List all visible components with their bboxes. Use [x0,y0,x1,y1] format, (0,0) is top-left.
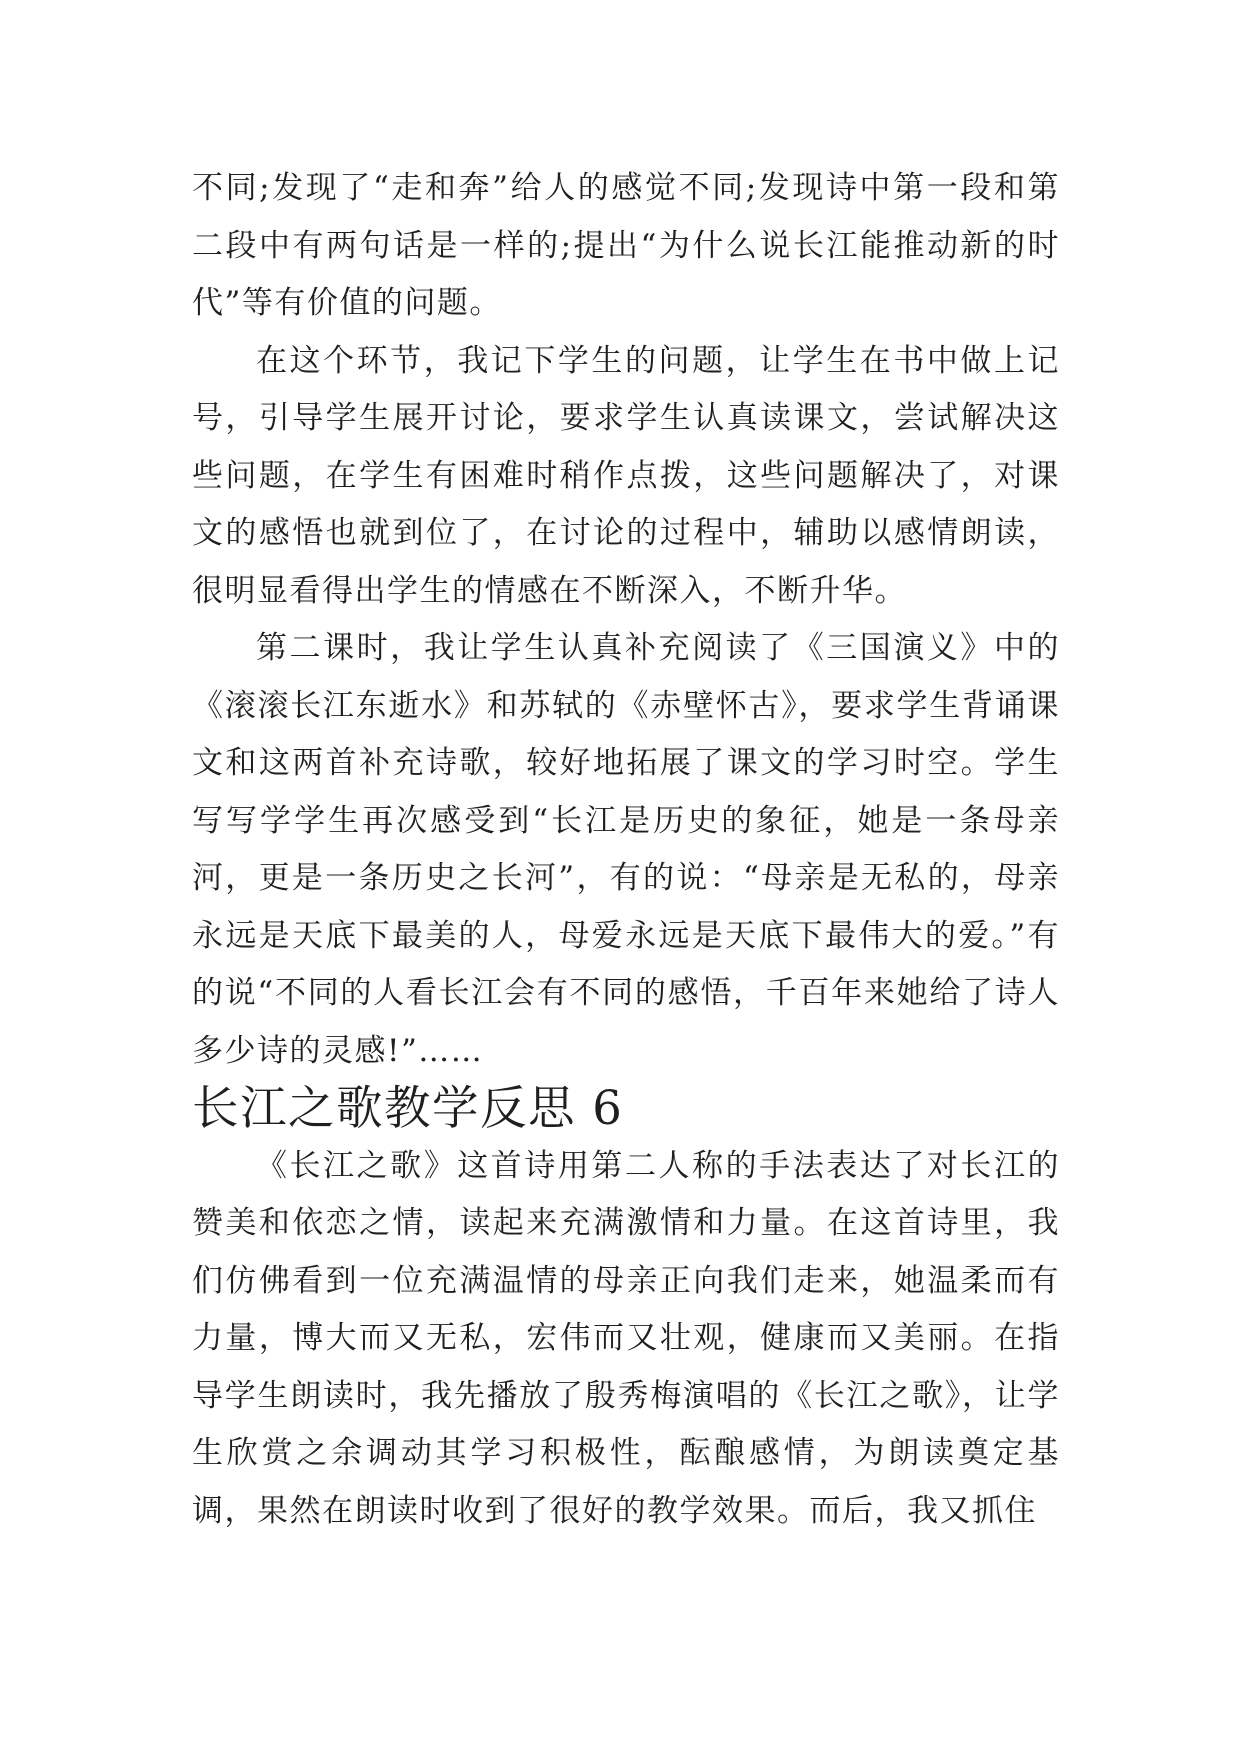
document-body [192,160,1060,1540]
paragraph-2: 在这个环节，我记下学生的问题，让学生在书中做上记号，引导学生展开讨论，要求学生认真读课文，尝试解决这些问题，在学生有困难时稍作点拨，这些问题解决了，对课文的感悟也就到位了，在讨论的过程中，辅助以感情朗读，很明显看得出学生的情感在不断深入，不断升华。 [192,342,1060,609]
section-heading: 长江之歌教学反思 6 [192,1081,624,1135]
paragraph-1: 不同;发现了“走和奔”给人的感觉不同;发现诗中第一段和第二段中有两句话是一样的;提出“为什么说长江能推动新的时代”等有价值的问题。 [192,170,1060,321]
paragraph-4: 《长江之歌》这首诗用第二人称的手法表达了对长江的赞美和依恋之情，读起来充满激情和力量。在这首诗里，我们仿佛看到一位充满温情的母亲正向我们走来，她温柔而有力量，博大而又无私，宏伟而又壮观，健康而又美丽。在指导学生朗读时，我先播放了殷秀梅演唱的《长江之歌》，让学生欣赏之余调动其学习积极性，酝酿感情，为朗读奠定基调，果然在朗读时收到了很好的教学效果。而后，我又抓住 [192,1147,1060,1529]
paragraph-3: 第二课时，我让学生认真补充阅读了《三国演义》中的《滚滚长江东逝水》和苏轼的《赤壁怀古》，要求学生背诵课文和这两首补充诗歌，较好地拓展了课文的学习时空。学生写写学学生再次感受到“长江是历史的象征，她是一条母亲河，更是一条历史之长河”，有的说：“母亲是无私的，母亲永远是天底下最美的人，母爱永远是天底下最伟大的爱。”有的说“不同的人看长江会有不同的感悟，千百年来她给了诗人多少诗的灵感!”…… [192,630,1060,1069]
